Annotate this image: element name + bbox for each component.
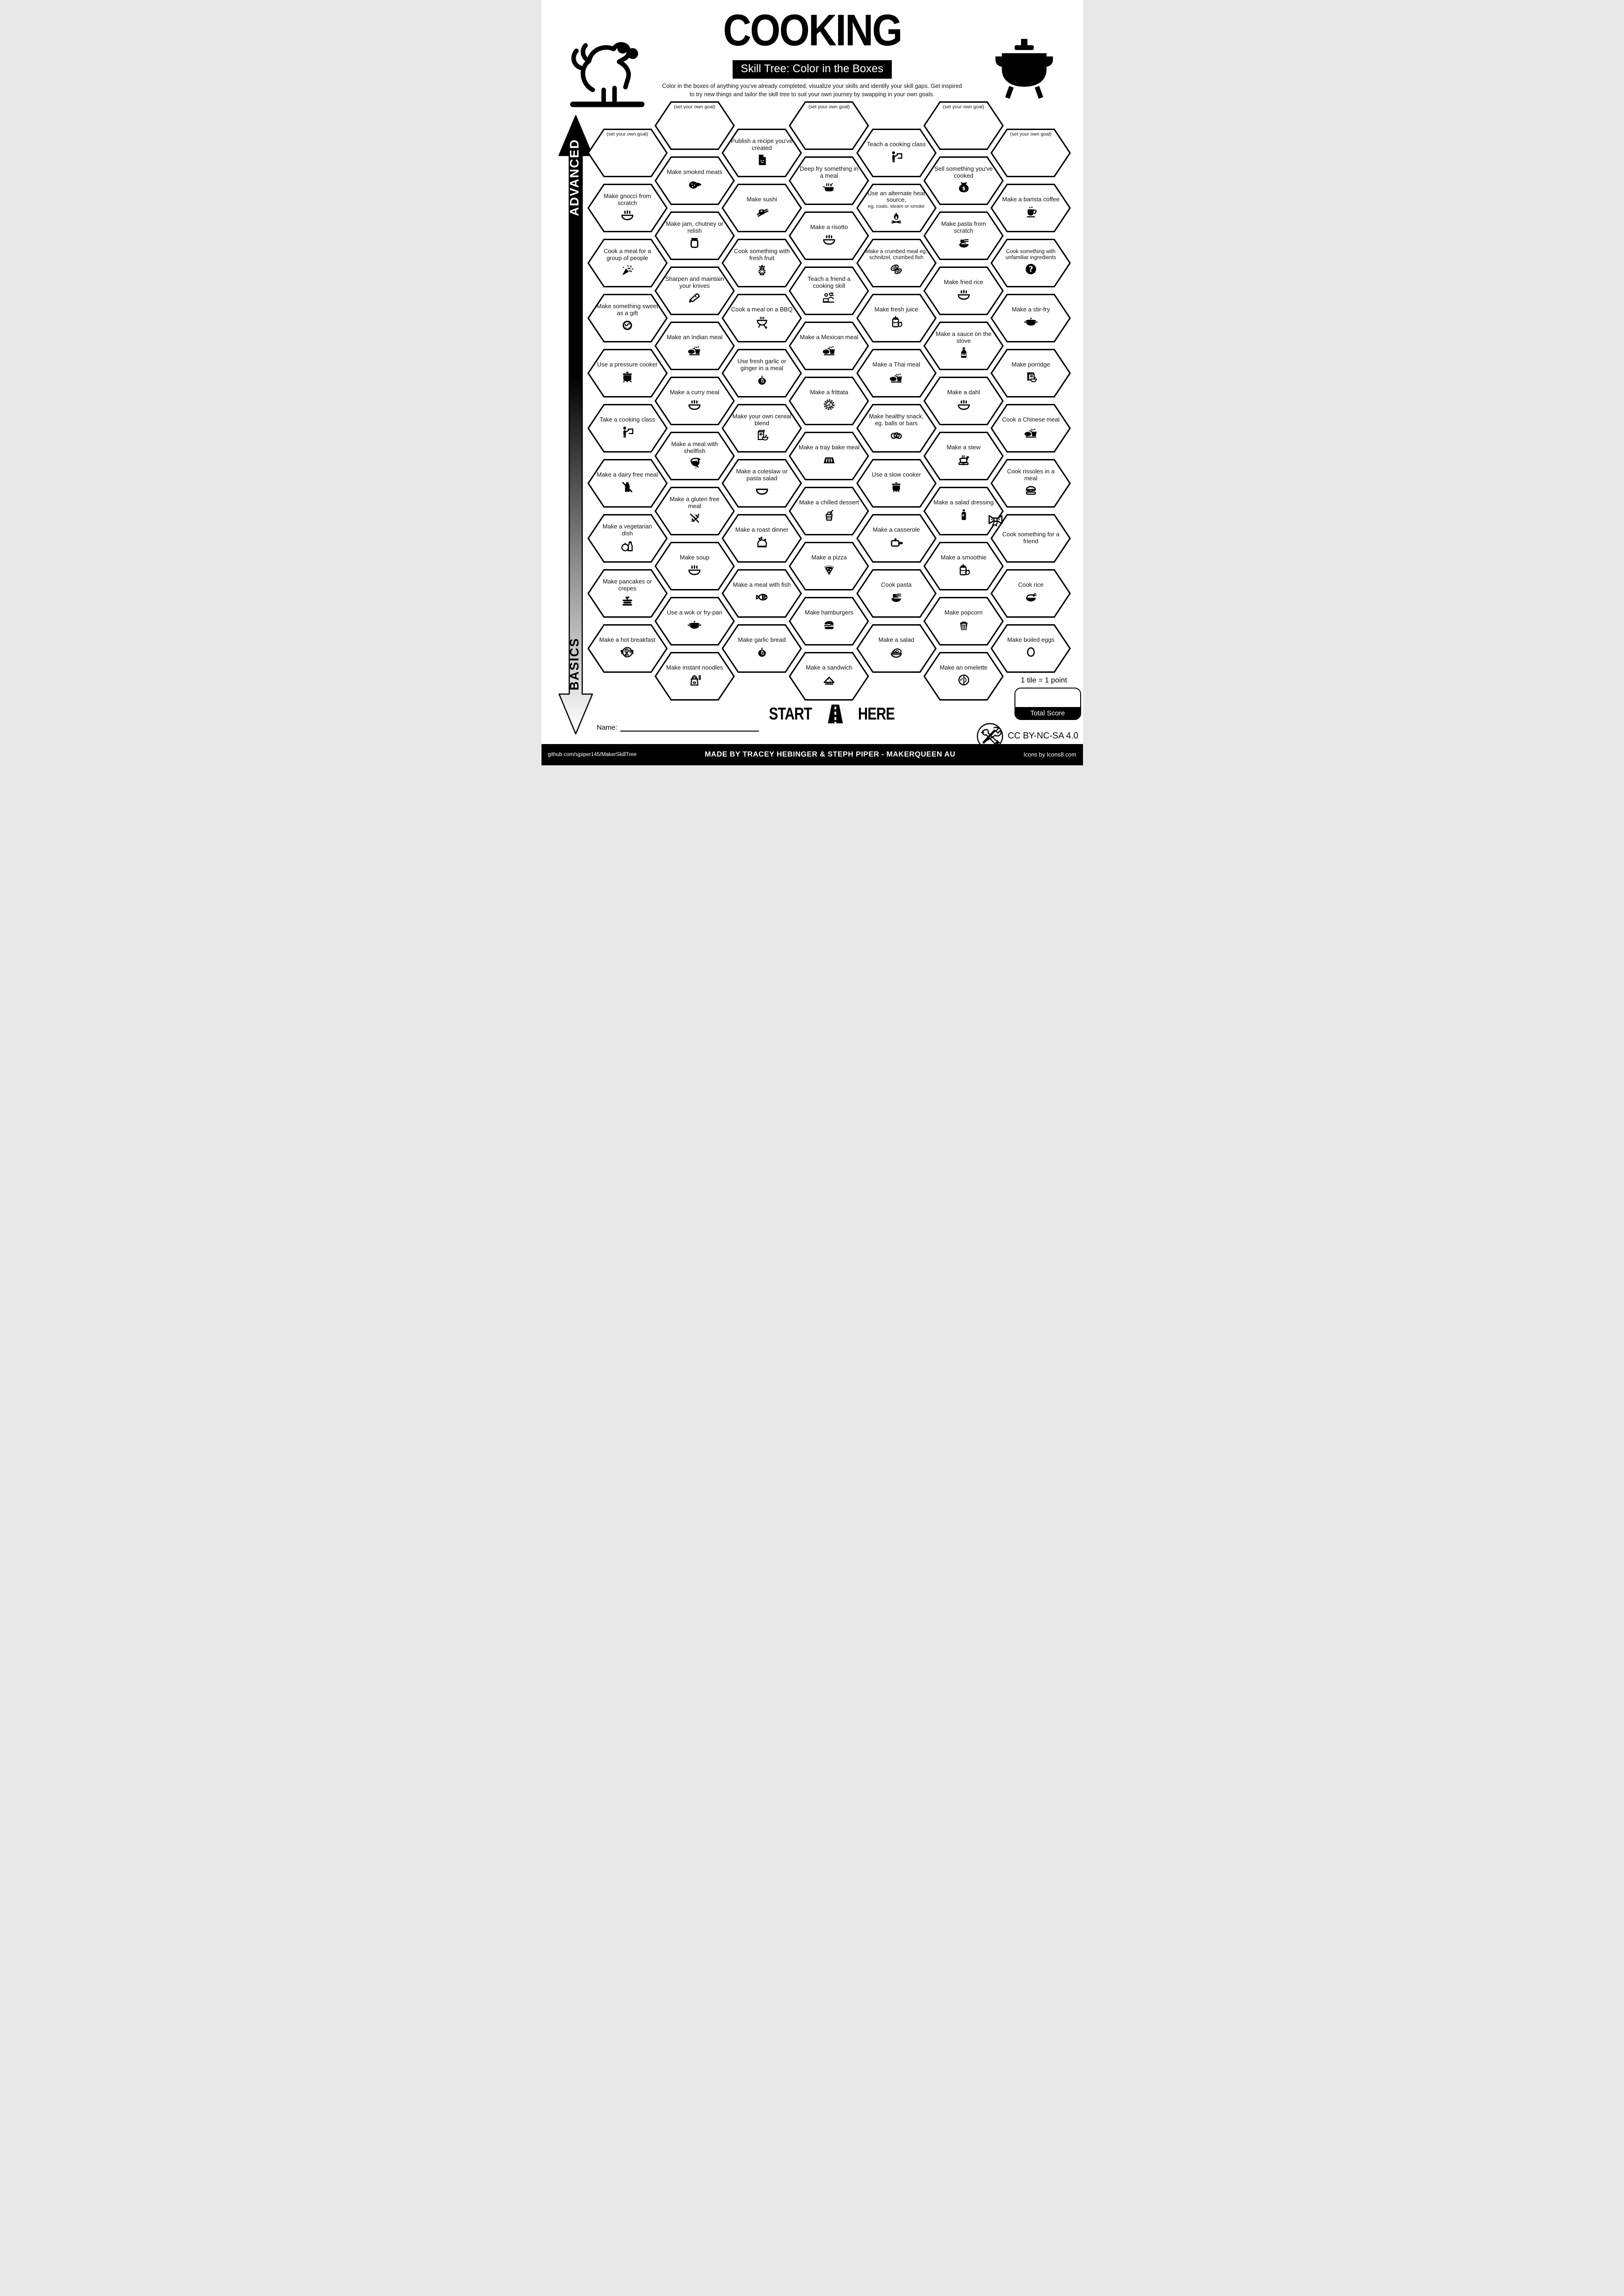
skill-label: Make fresh juice — [874, 306, 919, 313]
skill-label: Make an Indian meal — [666, 334, 723, 341]
fish-icon — [753, 590, 771, 605]
skill-hexagon[interactable] — [990, 569, 1071, 618]
sandwich-icon — [821, 672, 838, 688]
skill-label: Use a wok or fry-pan — [666, 609, 722, 616]
footer-github-link[interactable]: github.com/sjpiper145/MakerSkillTree — [548, 752, 637, 757]
skill-label: Make a gluten free meal — [669, 495, 720, 509]
skill-hexagon[interactable] — [990, 348, 1071, 398]
skill-label: Make a risotto — [810, 223, 848, 231]
deep-fryer-icon — [821, 180, 838, 195]
skill-label: Make a casserole — [872, 526, 920, 534]
skill-label: Make a Mexican meal — [800, 334, 859, 341]
skill-hexagon[interactable] — [990, 403, 1071, 453]
skill-label: Make a salad dressing — [933, 499, 994, 506]
total-score-label: Total Score — [1015, 707, 1080, 719]
teaching-friend-icon — [821, 290, 838, 305]
no-gluten-icon — [686, 510, 703, 526]
hexagon-content — [990, 459, 1071, 508]
noodle-box-icon — [686, 672, 703, 688]
skill-label: Make instant noodles — [666, 664, 723, 671]
skill-label: Make sushi — [747, 196, 777, 203]
garlic-icon — [753, 372, 771, 388]
pressure-cooker-icon — [619, 369, 636, 385]
teacher-blackboard-icon — [888, 149, 905, 164]
license-label: CC BY-NC-SA 4.0 — [1008, 731, 1078, 741]
skill-label: Make something sweet as a gift — [597, 302, 658, 316]
name-row — [597, 724, 759, 732]
curry-and-drink-icon — [821, 342, 838, 357]
juice-jar-strawberry-icon — [888, 314, 905, 329]
skill-label: Make porridge — [1011, 361, 1050, 368]
teacher-blackboard-icon — [619, 424, 636, 440]
skill-label: Make a coleslaw or pasta salad — [736, 467, 788, 482]
cooking-pot-icon — [992, 37, 1056, 105]
skill-hexagon[interactable] — [990, 183, 1071, 233]
wok-icon — [1022, 314, 1039, 329]
gift-bow-icon — [985, 509, 1006, 530]
skill-label: Make boiled eggs — [1007, 636, 1055, 644]
salad-bowl-icon — [888, 645, 905, 660]
recipe-document-icon — [753, 152, 771, 168]
axis-label-basics: BASICS — [567, 638, 581, 691]
skill-label: Use an alternate heat source, — [867, 189, 925, 204]
pancakes-icon — [619, 593, 636, 608]
tile-point-note: 1 tile = 1 point — [1020, 676, 1067, 684]
hexagon-content — [990, 238, 1071, 288]
campfire-icon — [888, 210, 905, 225]
chef-knife-icon — [686, 290, 703, 305]
skill-label: Cook a Chinese meal — [1002, 416, 1060, 423]
skill-label: Make smoked meats — [666, 168, 722, 176]
skill-hexagon[interactable] — [990, 624, 1071, 673]
skill-hexagon[interactable] — [990, 293, 1071, 343]
skill-label: Make a stew — [946, 444, 981, 451]
coffee-cup-icon — [1022, 204, 1039, 219]
skill-label: Make a dahl — [947, 389, 980, 396]
name-label: Name: — [597, 724, 617, 732]
bbq-grill-icon — [753, 314, 771, 329]
skill-label: Make jam, chutney or relish — [666, 220, 723, 234]
skill-label: Make a chilled dessert — [799, 499, 859, 506]
steaming-bowl-icon — [955, 397, 972, 412]
skill-hexagon[interactable] — [990, 128, 1071, 178]
curry-and-drink-icon — [888, 369, 905, 385]
axis-label-advanced: ADVANCED — [567, 139, 581, 217]
skill-label: Make a frittata — [810, 389, 848, 396]
skill-label: Make garlic bread — [738, 636, 786, 644]
skill-label: Make hamburgers — [805, 609, 853, 616]
skill-label: Cook something for a friend — [1002, 531, 1060, 545]
road-icon — [823, 701, 848, 726]
skill-label: Make a hot breakfast — [599, 636, 656, 644]
footer-bar — [541, 744, 1083, 765]
skill-label: Make fried rice — [944, 279, 983, 286]
pot-on-stove-icon — [955, 452, 972, 467]
snack-balls-icon — [888, 428, 905, 443]
porridge-box-bowl-icon — [1022, 369, 1039, 385]
frittata-pie-icon — [821, 397, 838, 412]
skill-hexagon[interactable] — [990, 514, 1071, 563]
skill-label: Cook something with unfamiliar ingredients — [1005, 248, 1056, 261]
skill-label: Use a slow cooker — [871, 471, 921, 478]
skill-hexagon[interactable] — [990, 459, 1071, 508]
skill-label: Make a sauce on the stove — [935, 330, 992, 344]
party-popper-icon — [619, 262, 636, 278]
skill-label: Make a salad — [878, 636, 915, 644]
curry-and-drink-icon — [1022, 424, 1039, 440]
name-input-line[interactable] — [620, 724, 759, 732]
saucepan-icon — [888, 534, 905, 550]
hexagon-content — [990, 403, 1071, 453]
skill-label: (set your own goal) — [943, 104, 984, 110]
footer-icons-credit: Icons by Icons8.com — [1023, 751, 1076, 758]
smoothie-jar-icon — [955, 562, 972, 577]
baking-tray-icon — [821, 452, 838, 467]
skill-label: Cook rice — [1018, 581, 1044, 589]
money-bag-icon — [955, 180, 972, 195]
skill-label: Cook something with fresh fruit — [734, 247, 790, 261]
steaming-bowl-icon — [686, 562, 703, 577]
skill-label: Make a meal with shellfish — [671, 440, 718, 454]
rice-bowl-icon — [1022, 590, 1039, 605]
skill-label: Cook a meal on a BBQ — [731, 306, 793, 313]
hexagon-content — [990, 128, 1071, 178]
garlic-icon — [753, 645, 771, 660]
description — [650, 82, 974, 99]
smoked-sausage-icon — [686, 177, 703, 192]
pasta-bowl-icon — [955, 235, 972, 250]
total-score-box — [1014, 688, 1081, 720]
skill-label: (set your own goal) — [1010, 131, 1052, 137]
skill-label: Make a Thai meal — [872, 361, 921, 368]
schnitzel-icon — [888, 261, 905, 277]
steaming-bowl-icon — [686, 397, 703, 412]
pineapple-icon — [753, 262, 771, 278]
slow-cooker-icon — [888, 479, 905, 495]
skill-label: Deep fry something in a meal — [800, 165, 859, 179]
skill-label: Make a meal with fish — [733, 581, 791, 589]
steaming-bowl-icon — [821, 232, 838, 247]
skill-label: Make a curry meal — [670, 389, 720, 396]
skill-label: Make popcorn — [944, 609, 983, 616]
page-title: COOKING — [722, 6, 902, 55]
skill-label: Cook pasta — [881, 581, 912, 589]
svg-text:?: ? — [1028, 265, 1033, 274]
dessert-cup-icon — [821, 507, 838, 522]
sauce-bottle-icon — [955, 345, 972, 360]
footer-credits: MADE BY TRACEY HEBINGER & STEPH PIPER - MAKERQUEEN AU — [704, 751, 956, 758]
salad-bowl-empty-icon — [753, 483, 771, 498]
hexagon-content — [990, 348, 1071, 398]
skill-label: Make a roast dinner — [735, 526, 789, 534]
skill-label: Make a smoothie — [940, 554, 987, 561]
start-here-marker — [755, 701, 908, 726]
no-dairy-icon — [619, 479, 636, 495]
hexagon-content — [990, 624, 1071, 673]
steaming-bowl-icon — [619, 207, 636, 223]
total-score-input-area[interactable] — [1015, 689, 1080, 707]
description-line-2: to try new things and tailor the skill tree to suit your own journey by swapping in your own goals. — [690, 91, 934, 98]
skill-label: (set your own goal) — [808, 104, 850, 110]
pizza-slice-icon — [821, 562, 838, 577]
rissole-burger-icon — [1022, 483, 1039, 498]
question-mark-icon — [1022, 261, 1039, 277]
skill-label: (set your own goal) — [674, 104, 716, 110]
egg-icon — [1022, 645, 1039, 660]
skill-label: Make a tray bake meal — [798, 444, 860, 451]
skill-label: Teach a friend a cooking skill — [808, 275, 851, 289]
skill-label: Make a stir-fry — [1012, 306, 1050, 313]
svg-text:$: $ — [962, 185, 965, 192]
skill-label: Make a barista coffee — [1002, 196, 1060, 203]
skill-label: Take a cooking class — [599, 416, 655, 423]
hexagon-content — [990, 293, 1071, 343]
preserve-jar-icon — [686, 235, 703, 250]
skill-label: Make healthy snack, eg. balls or bars — [869, 412, 924, 427]
skill-label: Teach a cooking class — [867, 141, 926, 148]
skill-label: Make a pizza — [811, 554, 847, 561]
skill-label: Make a sandwich — [806, 664, 852, 671]
skill-label: (set your own goal) — [606, 131, 648, 137]
omelette-pan-icon — [955, 672, 972, 688]
pasta-bowl-icon — [888, 590, 905, 605]
hexagon-content — [990, 569, 1071, 618]
skill-label: Sharpen and maintain your knives — [665, 275, 724, 289]
skill-label: Make your own cereal blend — [732, 412, 791, 427]
skill-label: Make a dairy free meal — [597, 471, 658, 478]
skill-label: Sell something you've cooked — [934, 165, 993, 179]
shrimp-icon — [686, 455, 703, 471]
description-line-1: Color in the boxes of anything you've already completed, visualize your skills and identify your skill gaps. Get inspired — [662, 83, 962, 89]
skill-label: Make soup — [680, 554, 709, 561]
skill-label: Make gnocci from scratch — [604, 192, 651, 206]
skill-label: Make a crumbed meal eg. schnitzel, crumbed fish — [865, 248, 927, 261]
cinnamon-roll-icon — [619, 317, 636, 333]
skill-label: Make a vegetarian dish — [603, 522, 652, 537]
skill-label: Make pancakes or crepes — [603, 577, 652, 592]
here-label: HERE — [858, 704, 895, 723]
cereal-box-bowl-icon — [753, 428, 771, 443]
curry-and-drink-icon — [686, 342, 703, 357]
dressing-bottle-icon — [955, 507, 972, 522]
subtitle-banner: Skill Tree: Color in the Boxes — [732, 60, 891, 79]
hamburger-icon — [821, 617, 838, 633]
tomato-and-milk-icon — [619, 538, 636, 553]
sushi-icon — [753, 204, 771, 219]
skill-sublabel: eg. coals, steam or smoke — [868, 203, 925, 209]
skill-label: Make pasta from scratch — [941, 220, 986, 234]
skill-hexagon[interactable] — [990, 238, 1071, 288]
skill-label: Use a pressure cooker — [597, 361, 658, 368]
skill-label: Make an omelette — [940, 664, 988, 671]
skill-label: Publish a recipe you've created — [731, 137, 793, 151]
skill-label: Cook rissoles in a meal — [1007, 467, 1055, 482]
skill-label: Use fresh garlic or ginger in a meal — [737, 357, 786, 372]
popcorn-icon — [955, 617, 972, 633]
hexagon-content — [990, 183, 1071, 233]
steaming-bowl-icon — [955, 287, 972, 302]
breakfast-plate-icon — [619, 645, 636, 660]
poster — [541, 0, 1083, 765]
skill-label: Cook a meal for a group of people — [604, 247, 651, 261]
wok-icon — [686, 617, 703, 633]
roast-turkey-icon — [753, 534, 771, 550]
start-label: START — [769, 704, 812, 723]
